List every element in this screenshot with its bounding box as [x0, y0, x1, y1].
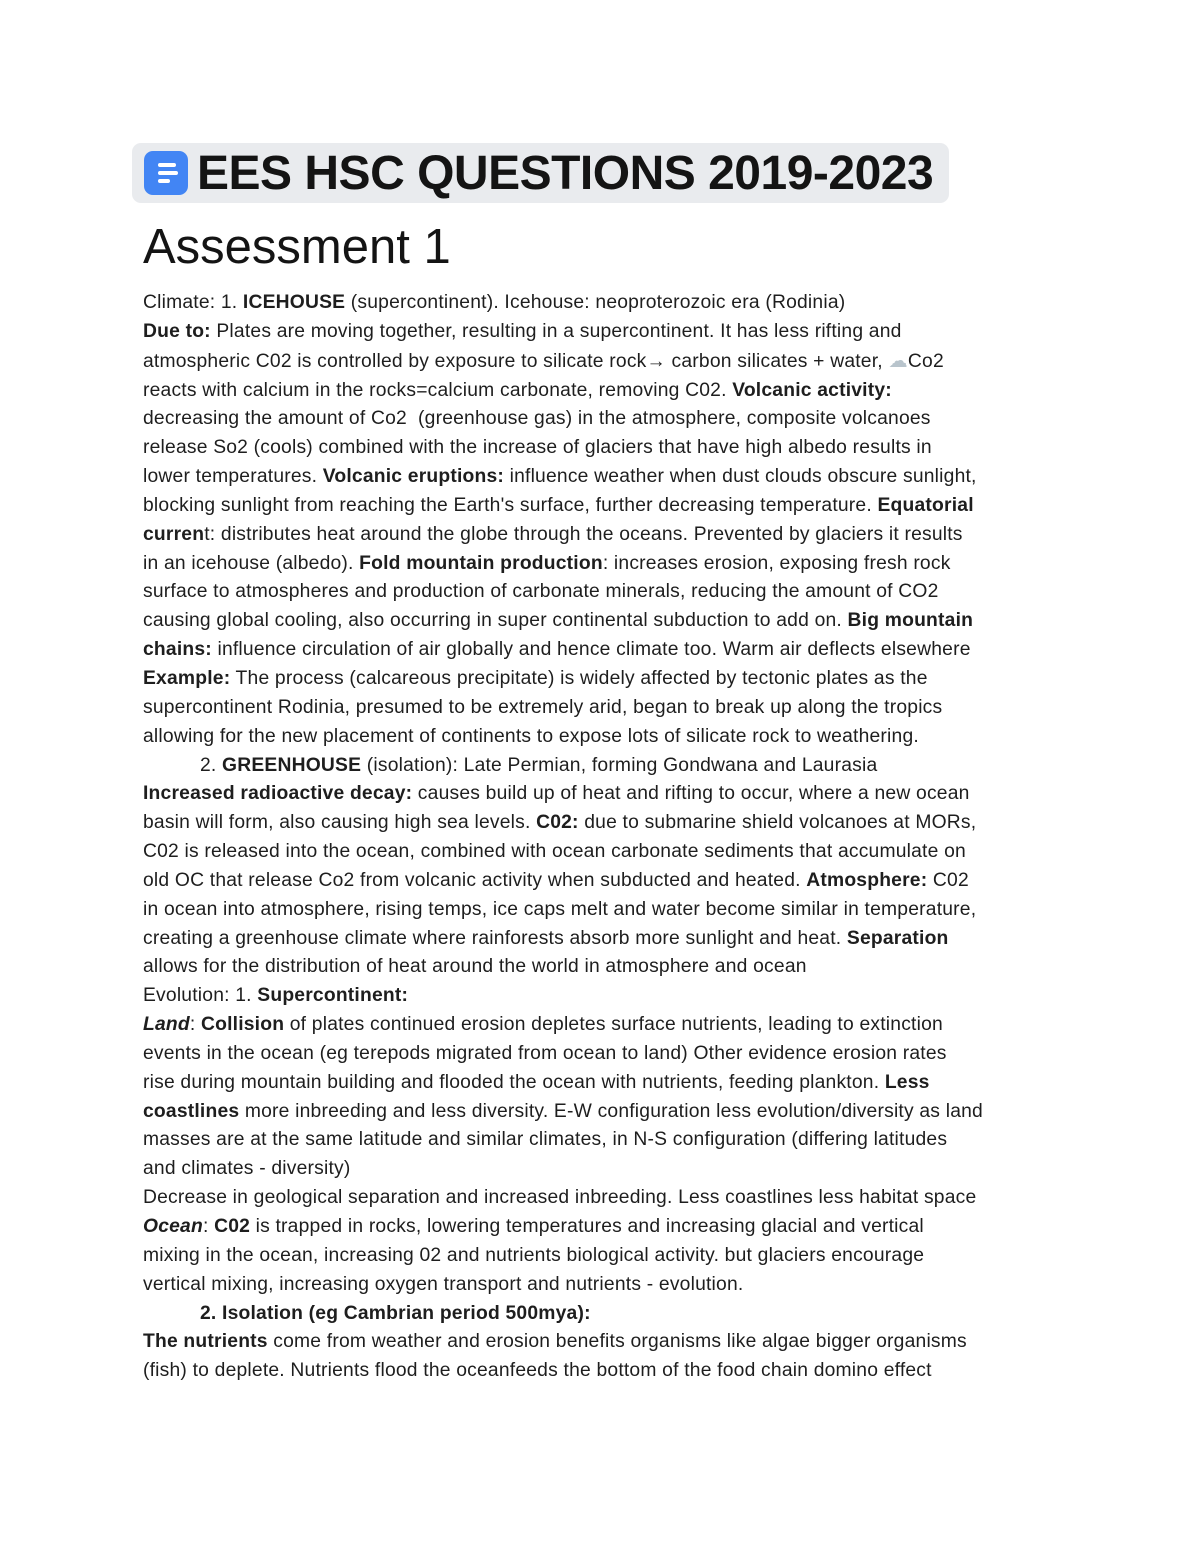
text-line	[143, 809, 1083, 838]
text-line	[143, 1040, 1083, 1069]
text-line	[143, 434, 1083, 463]
text-line	[143, 752, 1083, 781]
text-segment: supercontinent Rodinia, presumed to be extremely arid, began to break up along the tropics	[143, 696, 943, 718]
text-segment: :	[189, 1014, 201, 1036]
text-line	[143, 521, 1083, 550]
text-segment: come from weather and erosion benefits organisms like algae bigger organisms	[267, 1331, 967, 1353]
text-line	[143, 896, 1083, 925]
text-segment: Supercontinent:	[257, 985, 409, 1007]
text-line	[143, 289, 1083, 318]
text-line	[143, 723, 1083, 752]
page-title: Assessment 1	[143, 220, 451, 274]
text-line	[143, 1155, 1083, 1184]
text-segment: old OC that release Co2 from volcanic activity when subducted and heated.	[143, 869, 807, 891]
text-segment: (supercontinent). Icehouse: neoproterozoic era (Rodinia)	[345, 292, 846, 313]
text-segment: in ocean into atmosphere, rising temps, ice caps melt and water become similar in temperature,	[143, 898, 977, 920]
text-segment: and climates - diversity)	[143, 1158, 351, 1180]
text-line	[143, 463, 1083, 492]
document-title: EES HSC QUESTIONS 2019-2023	[197, 146, 934, 200]
text-segment: atmospheric C02 is controlled by exposure to silicate rock→ carbon silicates + water,	[143, 350, 889, 372]
text-segment: events in the ocean (eg terepods migrated from ocean to land) Other evidence erosion rates	[143, 1042, 947, 1064]
text-line	[143, 492, 1083, 521]
text-segment: C02	[927, 869, 969, 891]
document-body	[143, 289, 1083, 1386]
text-segment: more inbreeding and less diversity. E-W configuration less evolution/diversity as land	[239, 1100, 983, 1122]
text-segment: C02:	[536, 812, 579, 834]
text-segment: Increased radioactive decay:	[143, 783, 413, 805]
text-segment: Due to:	[143, 320, 211, 342]
text-segment: Fold mountain production	[359, 552, 603, 574]
text-segment: Collision	[200, 1014, 285, 1036]
text-segment: GREENHOUSE	[222, 754, 362, 776]
text-line	[143, 1242, 1083, 1271]
text-line	[143, 1069, 1083, 1098]
text-line	[143, 1357, 1083, 1386]
text-segment: Land	[143, 1014, 190, 1036]
icon-bar	[158, 179, 170, 183]
text-segment: (fish) to deplete. Nutrients flood the oceanfeeds the bottom of the food chain domino effect	[143, 1360, 932, 1382]
text-line	[143, 1011, 1083, 1040]
document-title-badge	[132, 143, 949, 203]
text-segment: reacts with calcium in the rocks=calcium carbonate, removing C02.	[143, 379, 733, 401]
text-line	[143, 838, 1083, 867]
text-segment: The nutrients	[143, 1331, 268, 1353]
text-line	[143, 550, 1083, 579]
text-segment: due to submarine shield volcanoes at MORs,	[578, 812, 977, 834]
text-segment: causing global cooling, also occurring in super continental subduction to add on.	[143, 610, 848, 632]
text-segment: blocking sunlight from reaching the Earth's surface, further decreasing temperature.	[143, 494, 878, 516]
text-segment: ICEHOUSE	[242, 292, 346, 313]
text-segment: allowing for the new placement of continents to expose lots of silicate rock to weathering.	[143, 725, 919, 747]
text-segment: of plates continued erosion depletes surface nutrients, leading to extinction	[284, 1014, 943, 1036]
text-segment: Example:	[143, 667, 231, 689]
text-segment: Separation	[846, 927, 949, 949]
text-segment: t: distributes heat around the globe through the oceans. Prevented by glaciers it results	[204, 523, 963, 545]
text-line	[143, 377, 1083, 406]
text-segment: is trapped in rocks, lowering temperatures and increasing glacial and vertical	[250, 1216, 924, 1237]
text-segment: Less	[884, 1071, 930, 1093]
text-segment: 2.	[200, 754, 223, 776]
text-segment: C02	[214, 1216, 251, 1237]
text-line	[143, 925, 1083, 954]
text-line	[143, 867, 1083, 896]
text-segment: in an icehouse (albedo).	[143, 552, 360, 574]
text-line	[143, 405, 1083, 434]
text-line	[143, 1098, 1083, 1127]
text-segment: release So2 (cools) combined with the increase of glaciers that have high albedo results in	[143, 437, 932, 459]
text-line	[143, 607, 1083, 636]
text-segment: Equatorial	[877, 494, 974, 516]
text-line	[143, 982, 1083, 1011]
text-segment: rise during mountain building and flooded the ocean with nutrients, feeding plankton.	[143, 1071, 885, 1093]
text-segment: The process (calcareous precipitate) is widely affected by tectonic plates as the	[230, 667, 928, 689]
text-line	[143, 578, 1083, 607]
text-segment: causes build up of heat and rifting to occur, where a new ocean	[412, 783, 970, 805]
text-segment: masses are at the same latitude and similar climates, in N-S configuration (differing latitudes	[143, 1129, 948, 1151]
text-segment: coastlines	[143, 1100, 240, 1122]
text-segment: basin will form, also causing high sea levels.	[143, 812, 537, 834]
text-segment: Evolution: 1.	[143, 985, 258, 1007]
text-segment: curren	[143, 523, 205, 545]
text-segment: Ocean	[143, 1216, 203, 1237]
text-line	[143, 1213, 1083, 1242]
text-line	[143, 1300, 1083, 1329]
text-segment: 2. Isolation (eg Cambrian period 500mya):	[200, 1302, 591, 1324]
text-segment: Volcanic activity:	[732, 379, 892, 401]
text-segment: decreasing the amount of Co2 (greenhouse gas) in the atmosphere, composite volcanoes	[143, 408, 931, 430]
text-segment: : increases erosion, exposing fresh rock	[602, 552, 951, 574]
document-lines-icon	[144, 151, 188, 195]
text-segment: Climate: 1.	[143, 292, 243, 313]
text-segment: Co2	[907, 350, 944, 372]
icon-bar	[158, 171, 178, 175]
text-segment: Volcanic eruptions:	[322, 466, 505, 488]
text-line	[143, 636, 1083, 665]
text-line	[143, 953, 1083, 982]
text-line	[143, 694, 1083, 723]
text-segment: Atmosphere:	[806, 869, 928, 891]
text-line	[143, 665, 1083, 694]
cloud-emoji: ☁	[888, 348, 908, 372]
text-segment: :	[202, 1216, 215, 1237]
text-segment: lower temperatures.	[143, 466, 323, 488]
icon-bar	[158, 163, 176, 167]
text-segment: vertical mixing, increasing oxygen transport and nutrients - evolution.	[143, 1273, 744, 1295]
text-segment: Plates are moving together, resulting in a supercontinent. It has less rifting and	[210, 320, 902, 342]
text-line	[143, 1184, 1083, 1213]
text-segment: C02 is released into the ocean, combined with ocean carbonate sediments that accumulate on	[143, 841, 966, 863]
text-line	[143, 318, 1083, 347]
text-segment: (isolation): Late Permian, forming Gondwana and Laurasia	[361, 754, 878, 776]
text-segment: mixing in the ocean, increasing 02 and nutrients biological activity. but glaciers encourage	[143, 1244, 925, 1266]
text-line	[143, 1271, 1083, 1300]
text-segment: creating a greenhouse climate where rainforests absorb more sunlight and heat.	[143, 927, 847, 949]
text-segment: allows for the distribution of heat around the world in atmosphere and ocean	[143, 956, 807, 978]
text-segment: surface to atmospheres and production of carbonate minerals, reducing the amount of CO2	[143, 581, 939, 603]
text-segment: chains:	[143, 639, 212, 661]
text-segment: influence weather when dust clouds obscure sunlight,	[504, 466, 977, 488]
text-line	[143, 347, 1083, 377]
text-line	[143, 780, 1083, 809]
text-segment: Big mountain	[847, 610, 974, 632]
text-segment: Decrease in geological separation and increased inbreeding. Less coastlines less habitat space	[143, 1187, 977, 1209]
text-line	[143, 1126, 1083, 1155]
text-segment: influence circulation of air globally and hence climate too. Warm air deflects elsewhere	[211, 639, 971, 661]
text-line	[143, 1328, 1083, 1357]
